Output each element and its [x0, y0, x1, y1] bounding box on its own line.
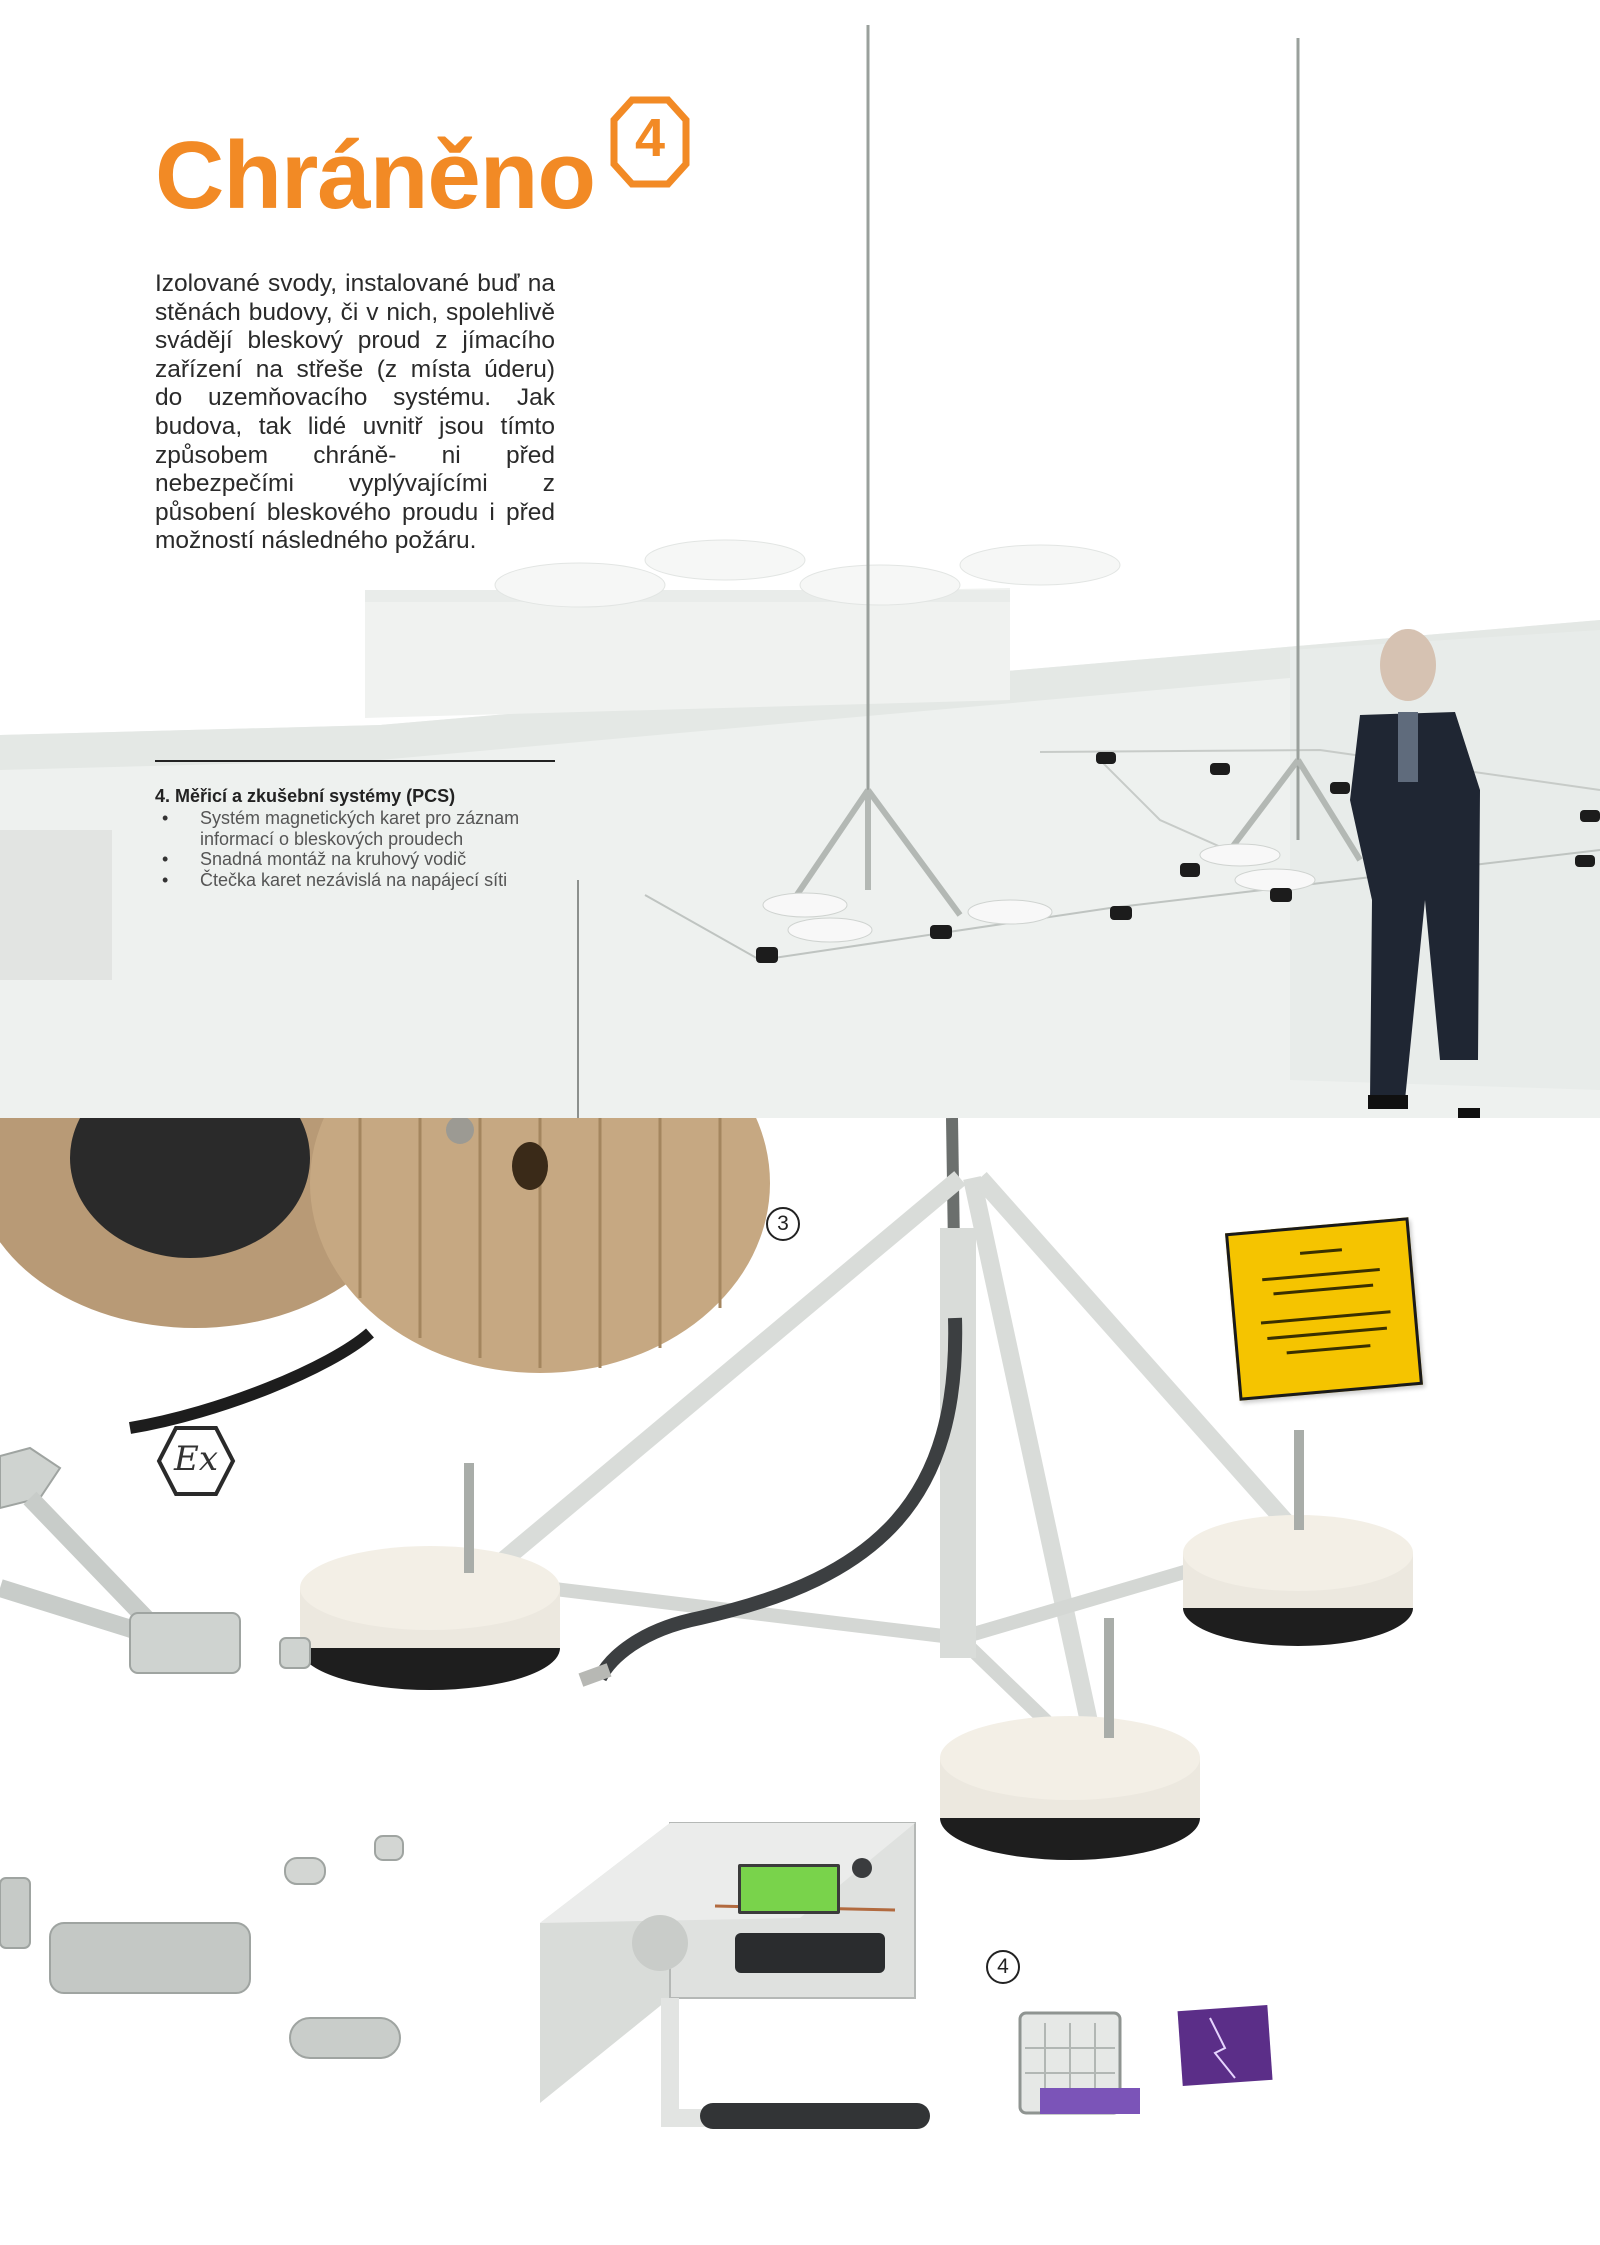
section-number-badge: [610, 96, 690, 188]
bullet: •: [162, 849, 169, 869]
intro-line: uvnitř jsou tímto způsobem chráně-: [155, 412, 555, 469]
sign-text-line: [1262, 1268, 1380, 1281]
list-item: [155, 808, 565, 829]
section-divider: [155, 760, 555, 762]
ex-label: Ex: [174, 1439, 218, 1479]
callout-4: 4: [986, 1950, 1020, 1984]
intro-line: místa úderu) do uzemňovacího: [155, 355, 555, 412]
intro-line: ni před nebezpečími vyplývajícími: [155, 441, 556, 498]
sign-text-line: [1273, 1284, 1373, 1296]
sign-text-line: [1300, 1248, 1342, 1255]
warning-sign: [1225, 1217, 1423, 1400]
intro-line: z jímacího zařízení na střeše (z: [155, 327, 555, 383]
list-item-text: informací o bleskových proudech: [200, 828, 464, 849]
clamps: [0, 1448, 403, 2058]
list-item: [155, 870, 565, 891]
concrete-base: [300, 1463, 560, 1690]
bullet: •: [162, 869, 169, 890]
list-item: [155, 829, 565, 850]
concrete-base: [1183, 1430, 1413, 1646]
measuring-device: [540, 1823, 930, 2129]
list-item-text: Čtečka karet nezávislá na napájecí síti: [200, 869, 508, 890]
page-title: Chráněno: [155, 122, 596, 229]
pcs-heading: 4. Měřicí a zkušební systémy (PCS): [155, 786, 456, 806]
magnetic-card-case: [1020, 2013, 1140, 2114]
intro-line: Izolované svody, instalované buď: [155, 270, 528, 297]
bullet: •: [162, 808, 169, 828]
sign-text-line: [1261, 1310, 1391, 1324]
intro-line: spolehlivě svádějí bleskový proud: [155, 298, 555, 355]
lightning-card: [1178, 2005, 1273, 2086]
list-item-text: Snadná montáž na kruhový vodič: [200, 849, 467, 869]
sign-text-line: [1287, 1344, 1371, 1354]
cable-drum: [0, 1118, 770, 1428]
intro-line: na stěnách budovy, či v nich,: [155, 270, 555, 326]
intro-line: z působení bleskového proudu i: [155, 470, 555, 526]
section-number: 4: [634, 108, 666, 168]
list-item: [155, 849, 565, 870]
intro-line: před možností následného požáru.: [155, 498, 555, 555]
pcs-feature-list: [155, 808, 565, 890]
list-item-text: Systém magnetických karet pro záznam: [200, 808, 520, 828]
sign-text-line: [1267, 1327, 1387, 1340]
ex-hazard-mark: [156, 1425, 236, 1497]
callout-3: 3: [766, 1207, 800, 1241]
device-lcd-display: [738, 1864, 840, 1914]
intro-paragraph: [155, 270, 555, 556]
intro-line: systému. Jak budova, tak lidé: [155, 384, 555, 440]
